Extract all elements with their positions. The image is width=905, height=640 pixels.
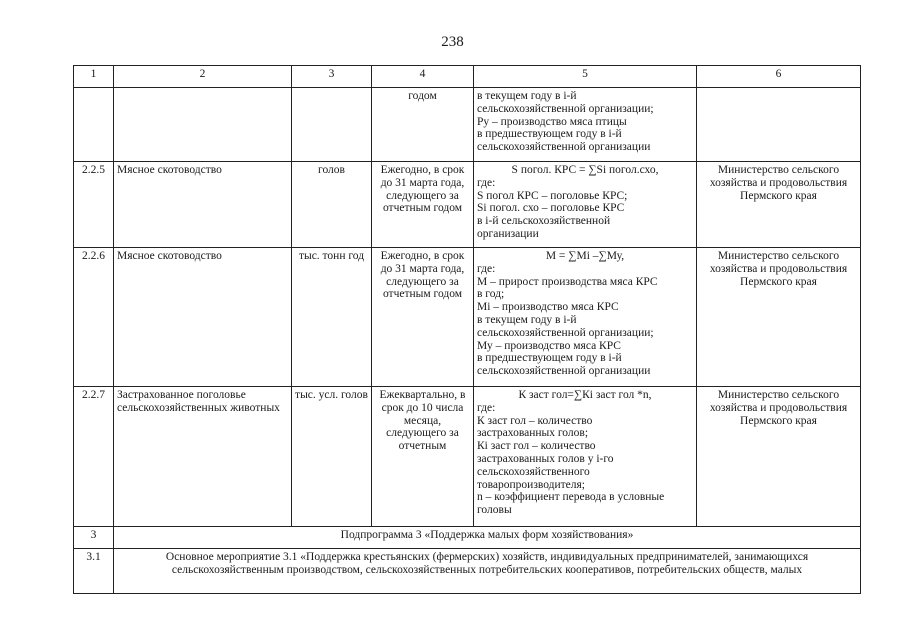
- responsible-cell: Министерство сельского хозяйства и продовольствия Пермского края: [697, 248, 861, 387]
- formula-line: в предшествующем году в i-й: [477, 128, 622, 141]
- formula-line: сельскохозяйственной организации: [477, 141, 651, 154]
- unit-cell: [292, 88, 372, 162]
- formula-line: Му – производство мяса КРС: [477, 339, 621, 352]
- deadline-cell: Ежегодно, в срок до 31 марта года, следующего за отчетным годом: [372, 162, 474, 248]
- formula-cell: [474, 248, 697, 387]
- table-row: [74, 248, 861, 387]
- header-cell: 6: [697, 66, 861, 88]
- subprogram-title-cell: Подпрограмма 3 «Поддержка малых форм хозяйствования»: [114, 527, 861, 549]
- event-number-cell: 3.1: [74, 549, 114, 594]
- row-number-cell: 2.2.6: [74, 248, 114, 387]
- formula-cell: [474, 387, 697, 527]
- indicator-name-cell: Мясное скотоводство: [114, 248, 292, 387]
- formula-line: сельскохозяйственной организации: [477, 365, 651, 378]
- header-cell: 2: [114, 66, 292, 88]
- deadline-cell: годом: [372, 88, 474, 162]
- table-header-row: [74, 66, 861, 88]
- formula-line: где:: [477, 262, 496, 275]
- formula-line: S погол КРС – поголовье КРС;: [477, 189, 628, 202]
- event-text-cell: [114, 549, 861, 594]
- unit-cell: тыс. усл. голов: [292, 387, 372, 527]
- page-number: 238: [441, 34, 464, 50]
- header-cell: 3: [292, 66, 372, 88]
- formula-line: Ру – производство мяса птицы: [477, 115, 627, 128]
- formula-line: организации: [477, 227, 539, 240]
- formula-line: Si погол. схо – поголовье КРС: [477, 202, 625, 215]
- formula-line: сельскохозяйственной организации;: [477, 102, 654, 115]
- formula-line: в предшествующем году в i-й: [477, 352, 622, 365]
- formula-line: где:: [477, 176, 496, 189]
- table-row-continuation: [74, 88, 861, 162]
- formula-line: К заст гол – количество: [477, 414, 593, 427]
- deadline-cell: Ежеквартально, в срок до 10 числа месяца, следующего за отчетным: [372, 387, 474, 527]
- formula-line: товаропроизводителя;: [477, 478, 585, 491]
- formula-line: Кi заст гол – количество: [477, 440, 596, 453]
- formula-line: сельскохозяйственного: [477, 465, 590, 478]
- formula-main: S погол. КРС = ∑Si погол.схо,: [511, 164, 659, 176]
- indicator-name-cell: Мясное скотоводство: [114, 162, 292, 248]
- formula-line: застрахованных голов у i-го: [477, 452, 614, 465]
- formula-main: К заст гол=∑Кi заст гол *n,: [518, 389, 652, 401]
- formula-line: М – прирост производства мяса КРС: [477, 275, 658, 288]
- formula-main: М = ∑Мi –∑Му,: [545, 250, 625, 262]
- formula-line: Мi – производство мяса КРС: [477, 301, 619, 314]
- formula-line: в i-й сельскохозяйственной: [477, 215, 611, 228]
- formula-line: сельскохозяйственной организации;: [477, 326, 654, 339]
- event-text-line: Основное мероприятие 3.1 «Поддержка крестьянских (фермерских) хозяйств, индивидуальных предпринимателей, занимающихся: [165, 551, 809, 563]
- indicator-name-cell: Застрахованное поголовье сельскохозяйственных животных: [114, 387, 292, 527]
- row-number-cell: [74, 88, 114, 162]
- responsible-cell: [697, 88, 861, 162]
- table-row: [74, 162, 861, 248]
- formula-cell: [474, 162, 697, 248]
- row-number-cell: 2.2.7: [74, 387, 114, 527]
- deadline-cell: Ежегодно, в срок до 31 марта года, следующего за отчетным годом: [372, 248, 474, 387]
- row-number-cell: 2.2.5: [74, 162, 114, 248]
- unit-cell: тыс. тонн год: [292, 248, 372, 387]
- formula-cell: [474, 88, 697, 162]
- table-row: [74, 387, 861, 527]
- header-cell: 4: [372, 66, 474, 88]
- header-cell: 5: [474, 66, 697, 88]
- subprogram-row: [74, 527, 861, 549]
- unit-cell: голов: [292, 162, 372, 248]
- formula-line: в текущем году в i-й: [477, 313, 577, 326]
- header-cell: 1: [74, 66, 114, 88]
- indicator-name-cell: [114, 88, 292, 162]
- formula-line: где:: [477, 401, 496, 414]
- formula-line: n – коэффициент перевода в условные: [477, 491, 665, 504]
- indicator-table: [73, 65, 861, 594]
- formula-line: застрахованных голов;: [477, 427, 589, 440]
- subprogram-number-cell: 3: [74, 527, 114, 549]
- responsible-cell: Министерство сельского хозяйства и продовольствия Пермского края: [697, 387, 861, 527]
- event-text-line: сельскохозяйственным производством, сельскохозяйственных потребительских кооперативов, потребительских обществ, малых: [171, 563, 803, 576]
- formula-line: головы: [477, 504, 512, 517]
- event-row: [74, 549, 861, 594]
- formula-line: в текущем году в i-й: [477, 90, 577, 102]
- responsible-cell: Министерство сельского хозяйства и продовольствия Пермского края: [697, 162, 861, 248]
- formula-line: в год;: [477, 288, 505, 301]
